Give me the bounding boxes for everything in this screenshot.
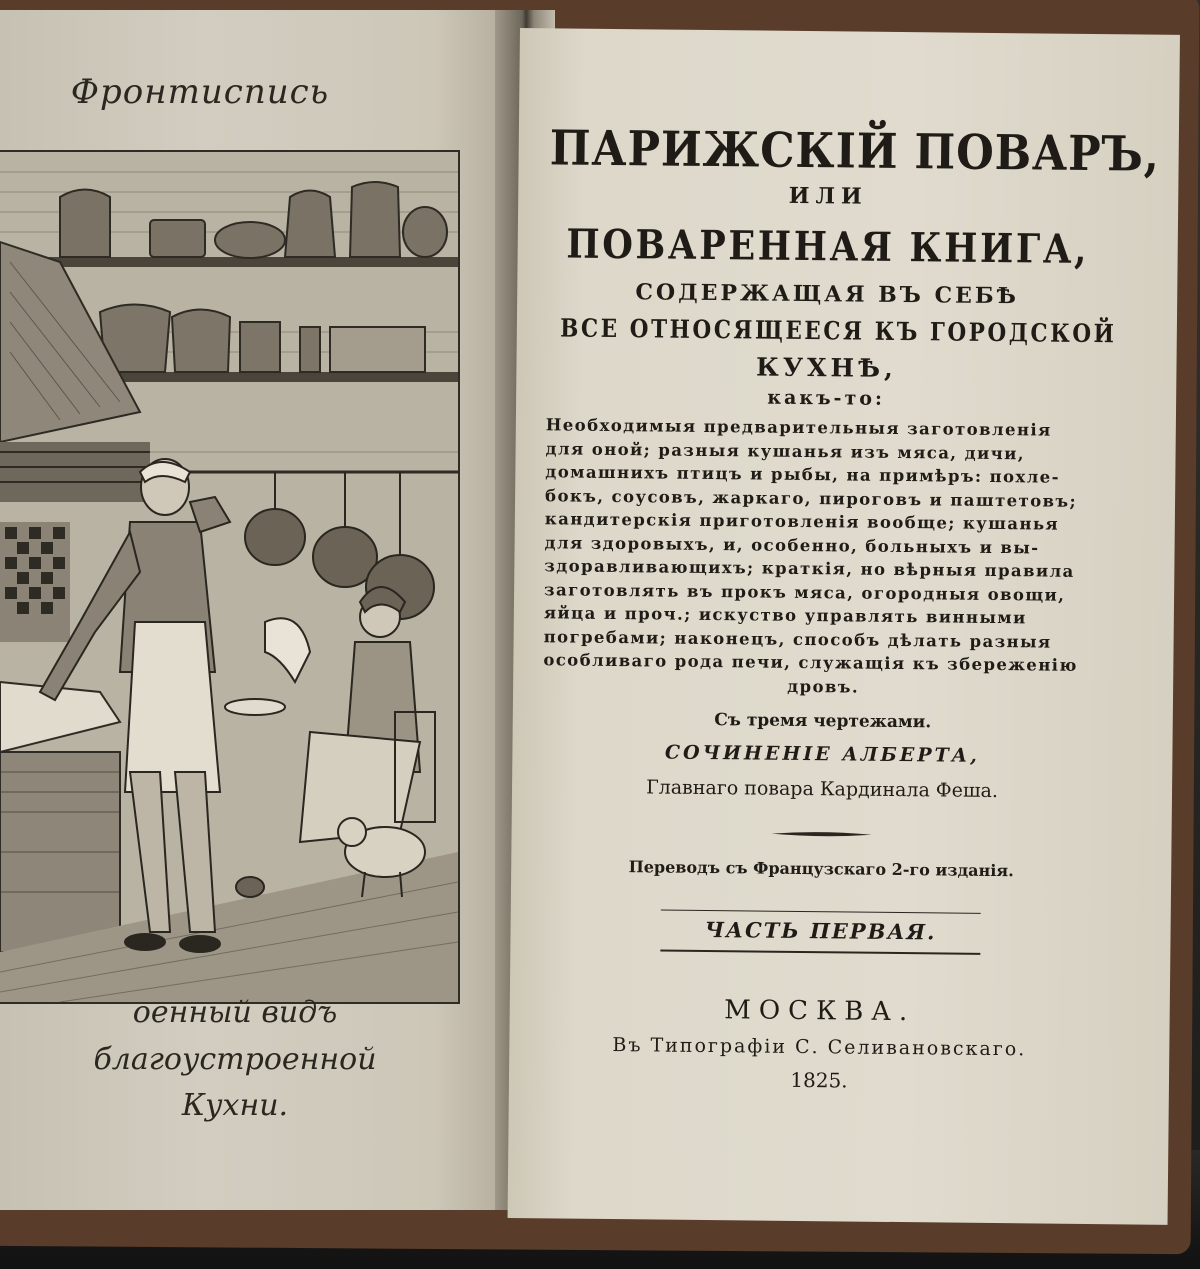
author-role: Главнаго повара Кардинала Феша. [646,776,999,803]
description-line: здоравливающихъ; краткія, но вѣрныя правила [544,556,1075,581]
publication-year: 1825. [790,1067,848,1093]
description-line: дровъ. [787,676,860,697]
caption-line-2: Кухни. [181,1088,289,1123]
title-or: ИЛИ [788,182,868,210]
part-rule-top [661,910,981,914]
contents-description [543,413,1106,701]
frontispiece-heading: Фронтиспись [70,72,330,112]
caption-line-1: оенный видъ благоустроенной [93,995,377,1077]
engraving-caption [0,990,470,1130]
translation-note: Переводъ съ Французскаго 2-го изданія. [628,857,1014,881]
publication-city: МОСКВА. [724,995,916,1028]
printer-line: Въ Типографіи С. Селивановскаго. [612,1034,1027,1061]
kitchen-engraving [0,150,460,1004]
subtitle-kitchen: КУХНѢ, [755,352,897,383]
description-line: особливаго рода печи, служащія къ збереженію [543,650,1078,675]
description-line: для оной; разныя кушанья изъ мяса, дичи, [545,438,1026,463]
main-title: ПАРИЖСКІЙ ПОВАРЪ, [549,120,1160,183]
subtitle-containing: СОДЕРЖАЩАЯ ВЪ СЕБѢ [635,279,1020,310]
subtitle-namely: какъ-то: [767,386,886,410]
description-line: Необходимыя предварительныя заготовленія [545,415,1052,440]
description-line: для здоровыхъ, и, особенно, больныхъ и вы- [544,532,1040,557]
frontispiece-page [0,10,510,1210]
description-line: заготовлять въ прокъ мяса, огородныя овощи, [544,579,1066,605]
description-line: бокъ, соусовъ, жаркаго, пироговъ и паштетовъ; [545,485,1078,511]
description-line: яйца и проч.; искуство управлять винными [543,603,1027,628]
part-label: ЧАСТЬ ПЕРВАЯ. [704,916,937,945]
description-line: домашнихъ птицъ и рыбы, на примѣръ: похле- [545,462,1061,487]
description-line: погребами; наконецъ, способъ дѣлать разныя [543,626,1052,652]
part-rule-bottom [660,950,980,955]
subtitle: ПОВАРЕННАЯ КНИГА, [566,220,1090,273]
ornament-divider [772,831,872,838]
title-page [508,28,1180,1225]
subtitle-all: ВСЕ ОТНОСЯЩЕЕСЯ КЪ ГОРОДСКОЙ [560,313,1117,349]
description-line: кандитерскія приготовленія вообще; кушанья [544,509,1060,534]
author-line: СОЧИНЕНІЕ АЛБЕРТА, [664,741,980,767]
plates-note: Съ тремя чертежами. [714,710,932,733]
